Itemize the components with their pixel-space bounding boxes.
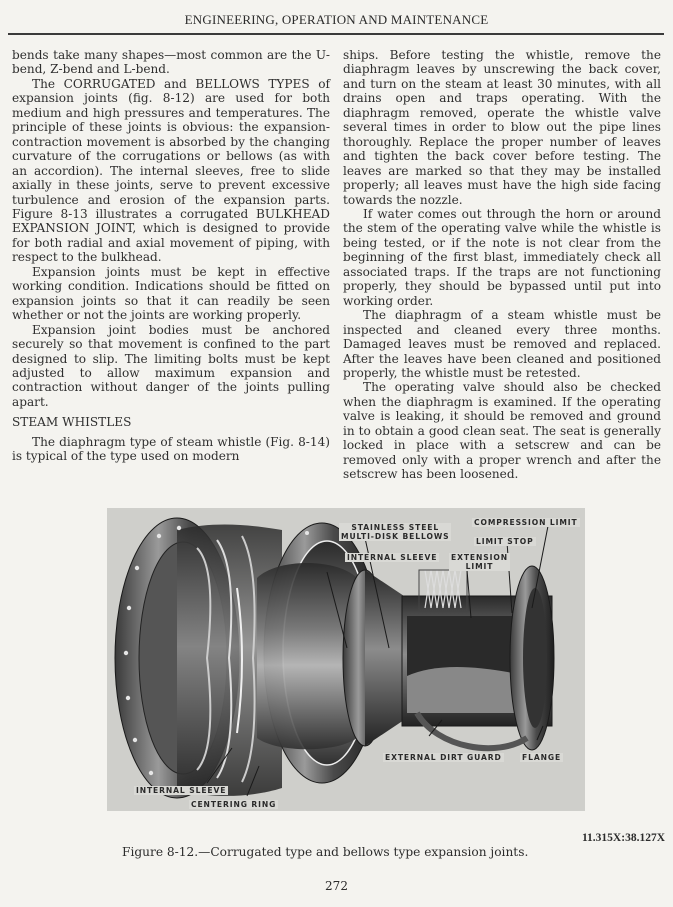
label-line: STAINLESS STEEL [351,523,440,532]
paragraph: The CORRUGATED and BELLOWS TYPES of expansion joints (fig. 8-12) are used for both medium and high pressures and temperatures. The principle of these joints is obvious: the expansion-contraction movement is absorbed by the changing curvature of the corrugations or bellows (as with an accordion). The internal sleeves, free to slide axially in these joints, serve to prevent excessive turbulence and erosion of the expansion parts. Figure 8-13 illustrates a corrugated BULKHEAD EXPANSION JOINT, which is designed to provide for both radial and axial movement of piping, with respect to the bulkhead. [12,76,330,265]
paragraph: The diaphragm of a steam whistle must be inspected and cleaned every three months. Damaged leaves must be removed and replaced. After the leaves have been cleaned and positioned properly, the whistle must be retested. [343,308,661,380]
figure-id: 11.315X:38.127X [581,832,665,844]
left-column [12,48,330,464]
header-rule [8,33,664,35]
paragraph: If water comes out through the horn or around the stem of the operating valve while the whistle is being tested, or if the note is not clear from the beginning of the first blast, immediately check all associated traps. If the traps are not functioning properly, they should be bypassed until put into working order. [343,206,661,308]
label-flange: FLANGE [522,753,562,762]
bellows-joint-illustration [343,566,554,750]
section-heading: STEAM WHISTLES [12,415,132,430]
running-header: ENGINEERING, OPERATION AND MAINTENANCE [184,12,489,27]
paragraph: Expansion joint bodies must be anchored securely so that movement is confined to the part designed to slip. The limiting bolts must be kept adjusted to allow maximum expansion and contraction without danger of the joints pulling apart. [12,322,330,409]
label-stainless-steel-bellows [339,523,451,541]
label-limit-stop: LIMIT STOP [476,537,534,546]
label-external-dirt-guard: EXTERNAL DIRT GUARD [385,753,502,762]
label-line: LIMIT [465,562,494,571]
figure-expansion-joints [107,508,585,811]
corrugated-joint-illustration [115,518,380,798]
label-extension-limit [449,553,510,571]
figure-caption: Figure 8-12.—Corrugated type and bellows type expansion joints. [122,845,529,859]
paragraph: ships. Before testing the whistle, remove the diaphragm leaves by unscrewing the back cover, and turn on the steam at least 30 minutes, with all drains open and traps operating. With the diaphragm removed, operate the whistle valve several times in order to blow out the pipe lines thoroughly. Replace the proper number of leaves and tighten the back cover before testing. The leaves are marked so that they may be installed properly; all leaves must have the high side facing towards the nozzle. [343,48,661,207]
paragraph: bends take many shapes—most common are the U-bend, Z-bend and L-bend. [12,48,330,77]
label-line: EXTENSION [451,553,508,562]
paragraph: The diaphragm type of steam whistle (Fig. 8-14) is typical of the type used on modern [12,434,330,464]
label-centering-ring: CENTERING RING [191,800,277,809]
right-column [343,48,661,482]
label-line: MULTI-DISK BELLOWS [341,532,450,541]
paragraph: The operating valve should also be checked when the diaphragm is examined. If the operating valve is leaking, it should be removed and ground in to obtain a good clean seat. The seat is generally locked in place with a setscrew and can be removed only with a proper wrench and after the setscrew has been loosened. [343,380,661,482]
label-internal-sleeve-right: INTERNAL SLEEVE [347,553,438,562]
paragraph: Expansion joints must be kept in effective working condition. Indications should be fitted on expansion joints so that it can readily be seen whether or not the joints are working properly. [12,264,330,323]
label-internal-sleeve-left: INTERNAL SLEEVE [136,786,227,795]
label-compression-limit: COMPRESSION LIMIT [474,518,578,527]
page-number: 272 [325,879,348,893]
